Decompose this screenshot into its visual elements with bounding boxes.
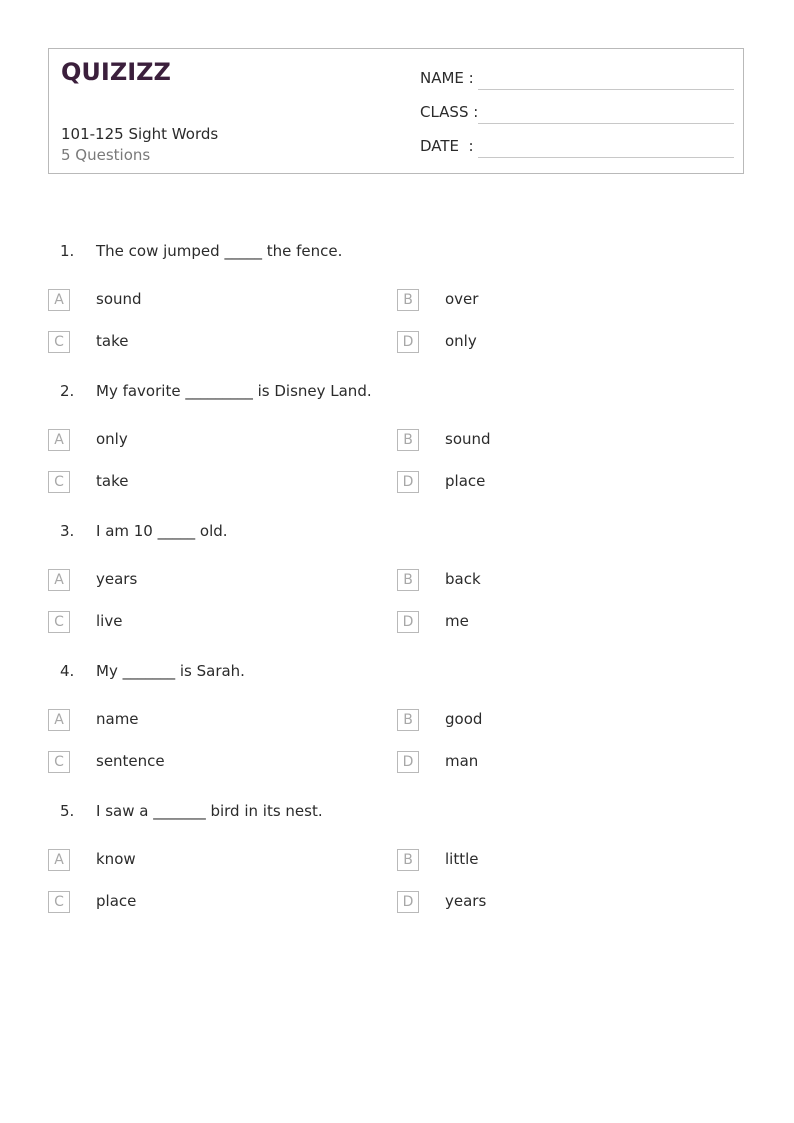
option-text: years [445, 892, 487, 910]
date-field[interactable] [420, 137, 734, 159]
option-letter-box[interactable]: C [48, 891, 70, 913]
option-letter-box[interactable]: B [397, 289, 419, 311]
option-c[interactable] [48, 471, 348, 495]
option-letter-box[interactable]: D [397, 471, 419, 493]
option-d[interactable] [397, 471, 697, 495]
option-text: sound [96, 290, 142, 308]
option-text: take [96, 472, 129, 490]
option-a[interactable] [48, 289, 348, 313]
option-d[interactable] [397, 751, 697, 775]
option-b[interactable] [397, 849, 697, 873]
option-text: place [96, 892, 137, 910]
name-field[interactable] [420, 69, 734, 91]
class-line[interactable] [478, 123, 734, 124]
option-text: back [445, 570, 481, 588]
option-a[interactable] [48, 849, 348, 873]
option-text: sound [445, 430, 491, 448]
option-letter-box[interactable]: D [397, 611, 419, 633]
option-letter-box[interactable]: B [397, 709, 419, 731]
question-number: 5. [60, 802, 75, 820]
option-text: take [96, 332, 129, 350]
class-field[interactable] [420, 103, 734, 125]
question-number: 1. [60, 242, 75, 260]
question-text: My _______ is Sarah. [96, 662, 245, 680]
question-number: 3. [60, 522, 75, 540]
option-text: good [445, 710, 483, 728]
worksheet-header [48, 48, 744, 174]
date-label: DATE : [420, 137, 474, 155]
option-text: little [445, 850, 479, 868]
option-text: live [96, 612, 123, 630]
option-c[interactable] [48, 891, 348, 915]
name-label: NAME : [420, 69, 474, 87]
date-line[interactable] [478, 157, 734, 158]
option-text: me [445, 612, 469, 630]
name-line[interactable] [478, 89, 734, 90]
option-letter-box[interactable]: A [48, 289, 70, 311]
option-c[interactable] [48, 751, 348, 775]
option-letter-box[interactable]: C [48, 751, 70, 773]
option-letter-box[interactable]: A [48, 429, 70, 451]
option-text: man [445, 752, 479, 770]
option-a[interactable] [48, 709, 348, 733]
option-d[interactable] [397, 331, 697, 355]
option-text: sentence [96, 752, 165, 770]
option-text: years [96, 570, 138, 588]
option-letter-box[interactable]: C [48, 331, 70, 353]
option-c[interactable] [48, 611, 348, 635]
option-d[interactable] [397, 611, 697, 635]
option-letter-box[interactable]: C [48, 471, 70, 493]
option-b[interactable] [397, 289, 697, 313]
option-a[interactable] [48, 569, 348, 593]
option-letter-box[interactable]: B [397, 569, 419, 591]
class-label: CLASS : [420, 103, 479, 121]
option-text: name [96, 710, 139, 728]
option-letter-box[interactable]: D [397, 891, 419, 913]
option-text: only [445, 332, 477, 350]
option-b[interactable] [397, 429, 697, 453]
option-d[interactable] [397, 891, 697, 915]
question-count: 5 Questions [61, 146, 151, 164]
question-number: 4. [60, 662, 75, 680]
option-text: over [445, 290, 479, 308]
option-text: place [445, 472, 486, 490]
option-b[interactable] [397, 709, 697, 733]
option-text: know [96, 850, 136, 868]
option-letter-box[interactable]: A [48, 569, 70, 591]
option-c[interactable] [48, 331, 348, 355]
quizizz-logo: QUIZIZZ [61, 58, 171, 86]
option-letter-box[interactable]: A [48, 849, 70, 871]
option-letter-box[interactable]: D [397, 751, 419, 773]
question-text: I am 10 _____ old. [96, 522, 228, 540]
option-letter-box[interactable]: B [397, 429, 419, 451]
question-text: My favorite _________ is Disney Land. [96, 382, 372, 400]
question-number: 2. [60, 382, 75, 400]
question-text: I saw a _______ bird in its nest. [96, 802, 323, 820]
option-b[interactable] [397, 569, 697, 593]
worksheet-title: 101-125 Sight Words [61, 125, 219, 143]
option-text: only [96, 430, 128, 448]
question-text: The cow jumped _____ the fence. [96, 242, 343, 260]
option-letter-box[interactable]: C [48, 611, 70, 633]
option-letter-box[interactable]: A [48, 709, 70, 731]
option-letter-box[interactable]: B [397, 849, 419, 871]
option-letter-box[interactable]: D [397, 331, 419, 353]
option-a[interactable] [48, 429, 348, 453]
